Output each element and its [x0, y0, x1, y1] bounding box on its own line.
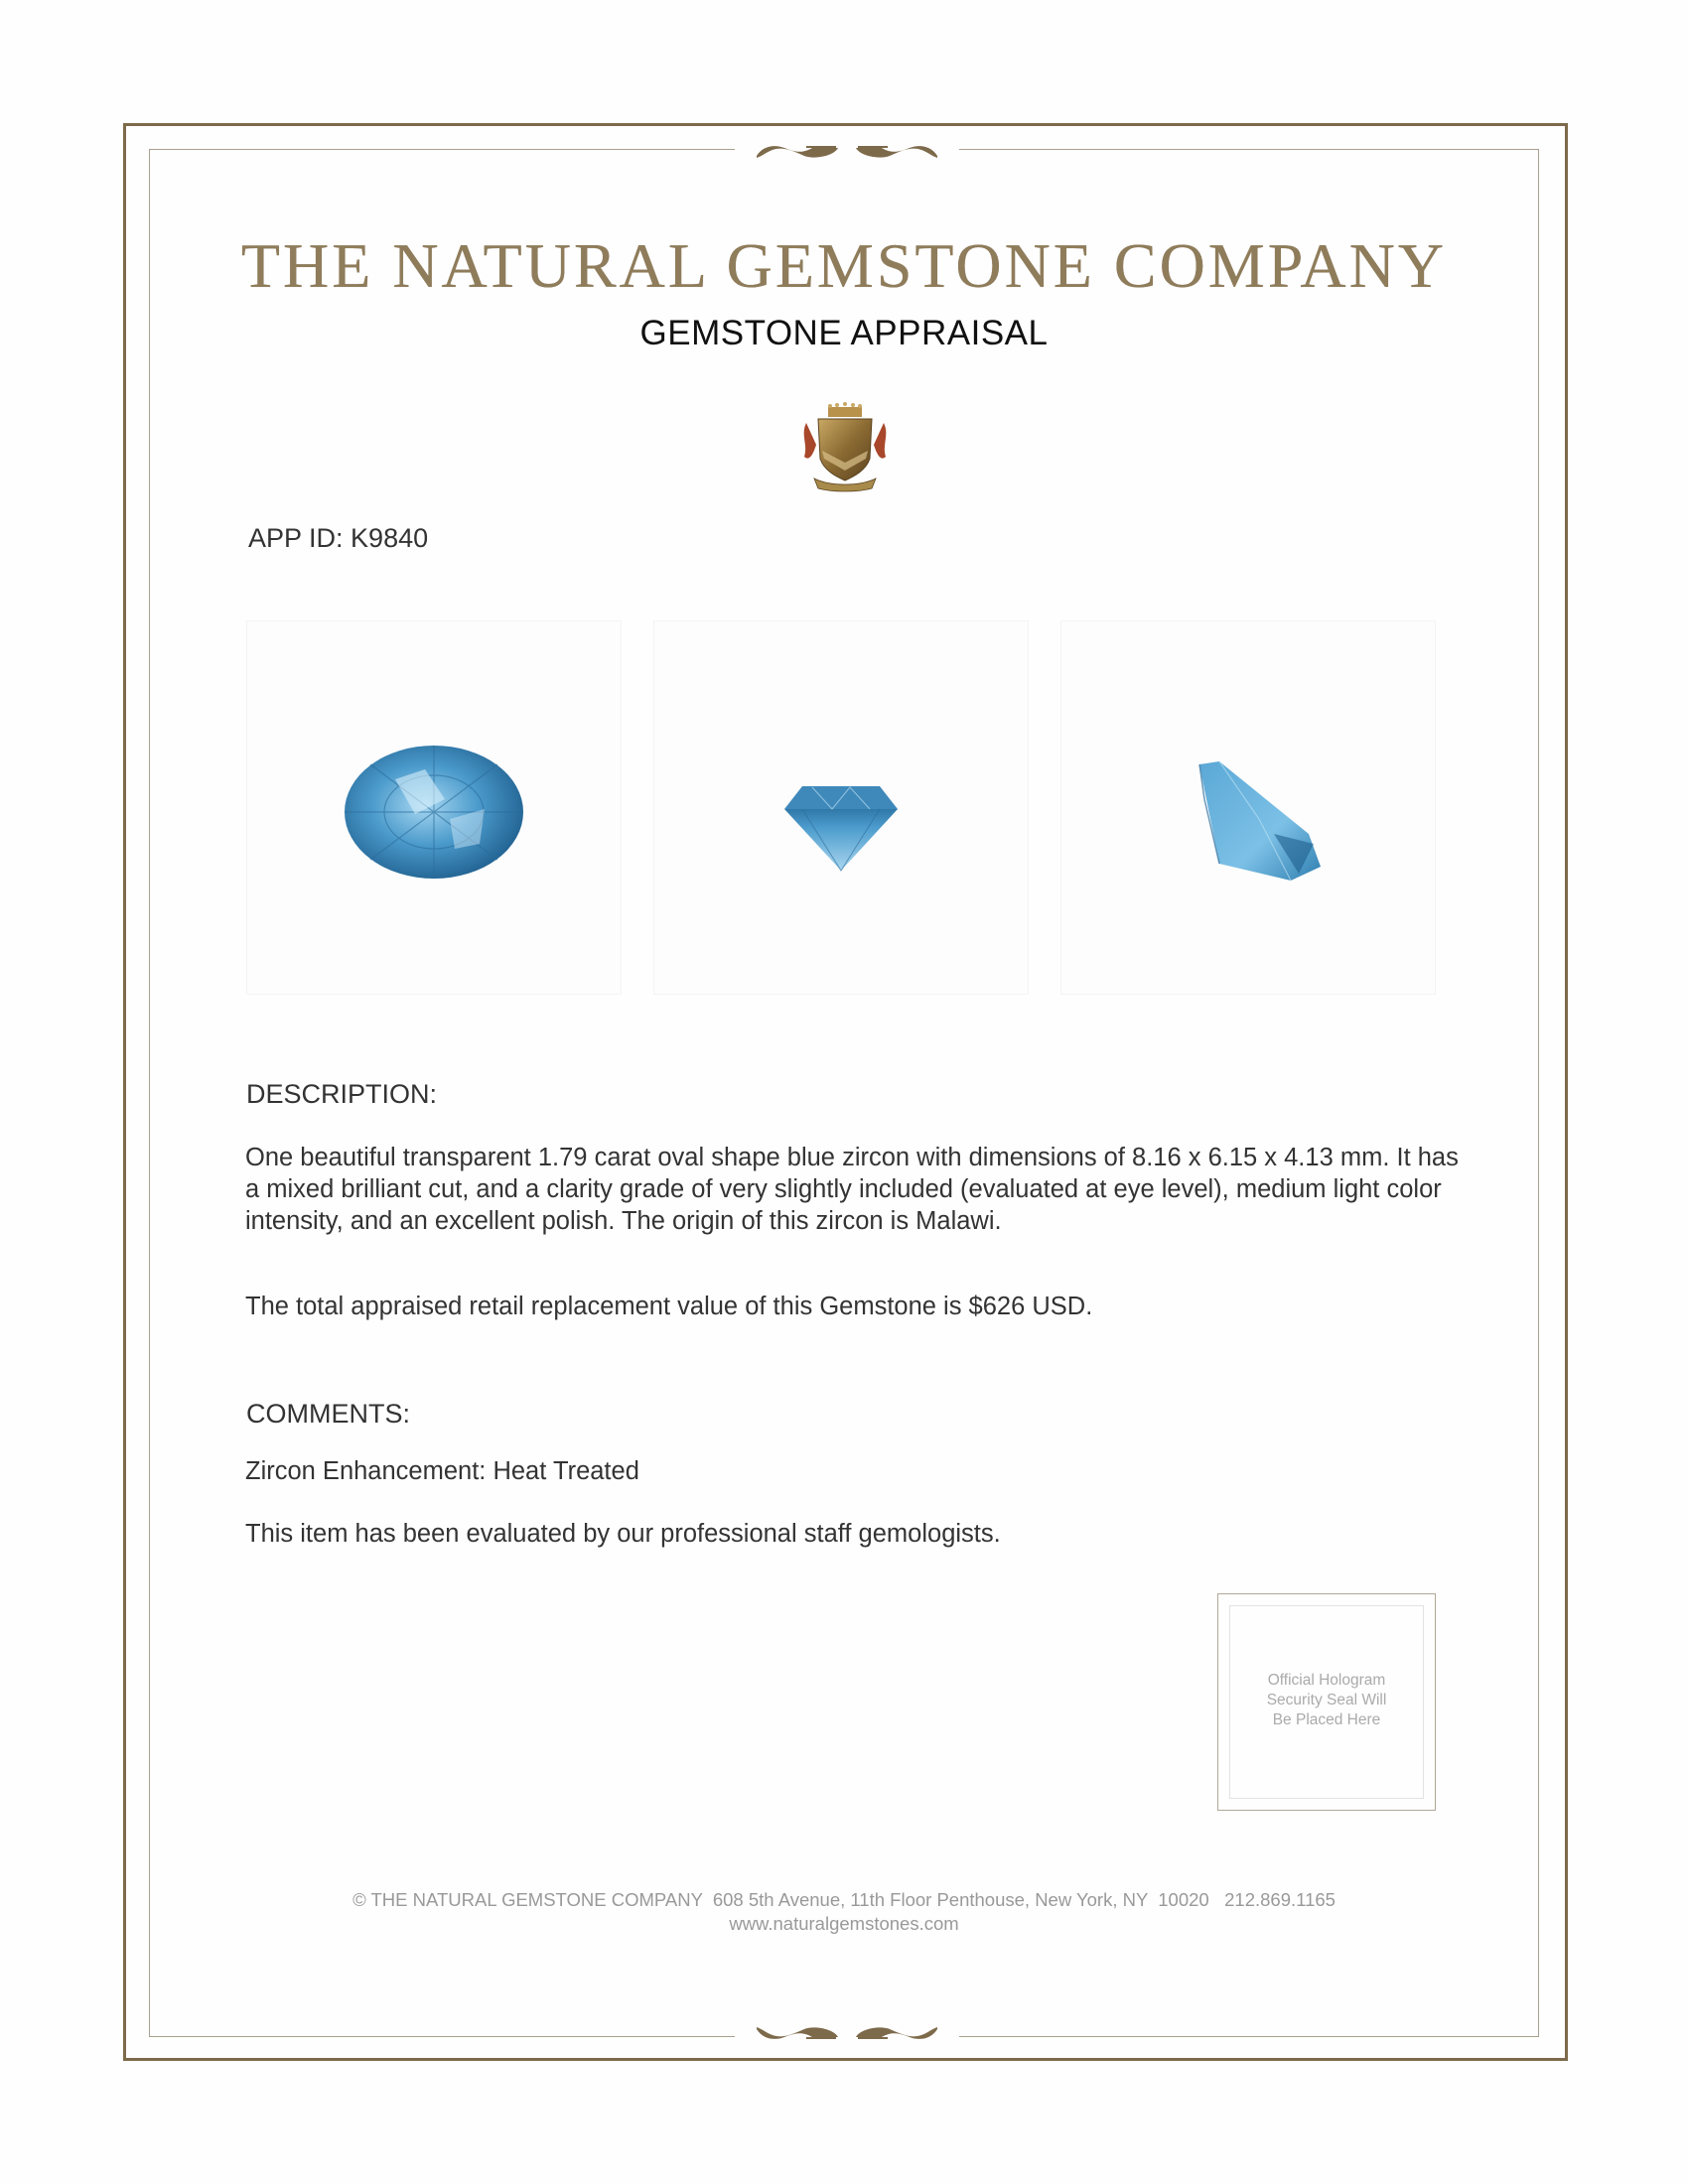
appraisal-id: APP ID: K9840 [248, 523, 429, 553]
flourish-left-icon [755, 138, 840, 160]
seal-line-3: Be Placed Here [1272, 1711, 1381, 1728]
bottom-flourish-ornament [735, 2021, 959, 2051]
appraised-value-statement: The total appraised retail replacement value of this Gemstone is $626 USD. [245, 1293, 1093, 1320]
top-flourish-ornament [735, 134, 959, 164]
seal-line-2: Security Seal Will [1266, 1692, 1387, 1708]
gem-photo-angled-view [1060, 620, 1436, 995]
gem-photo-side-view [653, 620, 1029, 995]
flourish-right-icon [854, 138, 939, 160]
document-type-heading: GEMSTONE APPRAISAL [639, 314, 1049, 352]
gem-photo-top-view [246, 620, 622, 995]
gem-oval-top-icon [246, 620, 622, 995]
comments-heading: COMMENTS: [246, 1399, 410, 1429]
hologram-seal-placeholder [1229, 1671, 1424, 1730]
description-heading: DESCRIPTION: [246, 1079, 438, 1109]
company-title: THE NATURAL GEMSTONE COMPANY [240, 230, 1448, 301]
comment-evaluation: This item has been evaluated by our professional staff gemologists. [245, 1520, 1001, 1548]
flourish-right-icon [854, 2025, 939, 2047]
gem-side-profile-icon [653, 620, 1029, 995]
footer-website-link[interactable]: www.naturalgemstones.com [729, 1913, 959, 1934]
heraldic-crest-logo-icon [800, 401, 890, 492]
footer-address: © THE NATURAL GEMSTONE COMPANY 608 5th Avenue, 11th Floor Penthouse, New York, NY 10020 212.869.1165 [352, 1889, 1336, 1910]
comment-enhancement: Zircon Enhancement: Heat Treated [245, 1457, 639, 1485]
gem-angled-icon [1060, 620, 1436, 995]
flourish-left-icon [755, 2025, 840, 2047]
description-text: One beautiful transparent 1.79 carat oval shape blue zircon with dimensions of 8.16 x 6.15 x 4.13 mm. It has a mixed brilliant cut, and a clarity grade of very slightly included (evaluated at eye level), medium light color intensity, and an excellent polish. The origin of this zircon is Malawi. [245, 1144, 1459, 1235]
seal-line-1: Official Hologram [1267, 1672, 1386, 1689]
